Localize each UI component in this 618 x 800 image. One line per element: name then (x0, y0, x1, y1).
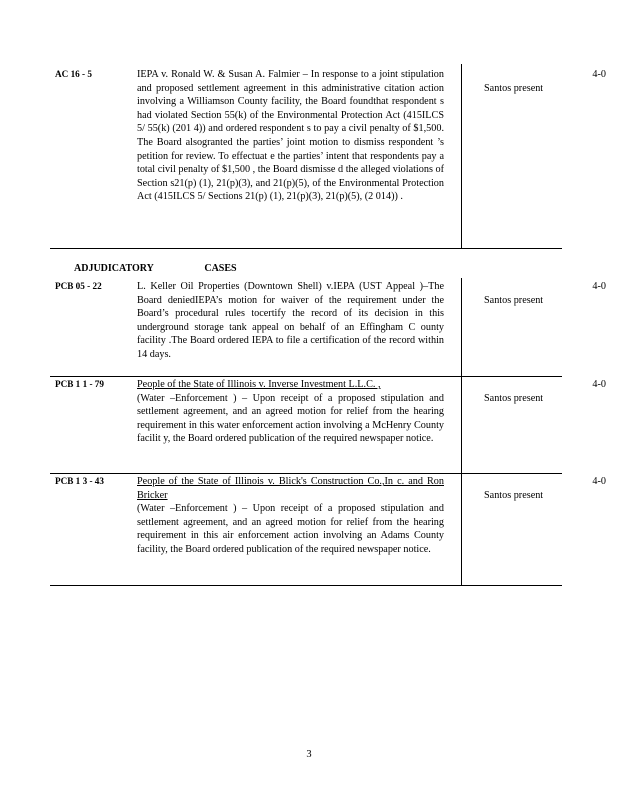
case-description: L. Keller Oil Properties (Downtown Shell) v.IEPA (UST Appeal )–The Board deniedIEPA’s motion for waiver of the requirement under the Board’s procedural rules tocertify the record of its decision in this underground storage tank appeal on behalf of an Effingham C ounty facility .The Board ordered IEPA to file a certification of the record within 14 days. (137, 281, 444, 360)
case-description: IEPA v. Ronald W. & Susan A. Falmier – In response to a joint stipulation and proposed settlement agreement in this administrative citation action involving a Williamson County facility, the Board foundthat respondent s had violated Section 55(k) of the Environmental Protection Act (415ILCS 5/ 55(k) (201 4)) and ordered respondent s to pay a civil penalty of $1,500. The Board alsogranted the parties’ joint motion to dismiss respondent ’s petition for review. To effectuat e the parties’ intent that respondents pay a total civil penalty of $1,500 , the Board dismisse d the alleged violations of Section s21(p) (1), 21(p)(3), and 21(p)(5), of the Environmental Protection Act (415ILCS 5/ Sections 21(p) (1), 21(p)(3), 21(p)(5), (2 014)) . (137, 69, 444, 203)
vote-count: 4-0 (592, 379, 606, 390)
row-divider (50, 585, 562, 586)
case-title: People of the State of Illinois v. Blick's Construction Co.,In c. and Ron Bricker (137, 476, 444, 501)
vote-present: Santos present (484, 294, 544, 306)
case-number: PCB 1 1 - 79 (55, 379, 104, 389)
vote-present: Santos present (484, 489, 544, 501)
case-description: (Water –Enforcement ) – Upon receipt of a proposed stipulation and settlement agreement, and an agreed motion for relief from the hearing requirement in this air enforcement action involving an Adams County facility, the Board ordered publication of the required newspaper notice. (137, 503, 444, 555)
section-heading (74, 262, 237, 276)
case-number: PCB 1 3 - 43 (55, 476, 104, 486)
vote-count: 4-0 (592, 69, 606, 80)
case-title: People of the State of Illinois v. Inverse Investment L.L.C. , (137, 379, 381, 390)
row-divider (50, 473, 562, 474)
row-divider (50, 376, 562, 377)
column-divider-bottom (461, 278, 462, 585)
vote-count: 4-0 (592, 476, 606, 487)
case-description-block (137, 378, 444, 446)
vote-present: Santos present (484, 392, 544, 404)
vote-cell (468, 68, 606, 95)
case-description-block (137, 475, 444, 557)
row-divider (50, 248, 562, 249)
section-heading-word2: CASES (204, 263, 237, 274)
case-number: AC 16 - 5 (55, 69, 93, 79)
vote-count: 4-0 (592, 281, 606, 292)
vote-cell (468, 280, 606, 307)
page-number: 3 (306, 749, 312, 760)
section-heading-word1: ADJUDICATORY (74, 263, 154, 274)
column-divider-top (461, 64, 462, 248)
vote-cell (468, 378, 606, 405)
vote-present: Santos present (484, 82, 544, 94)
vote-cell (468, 475, 606, 502)
case-description: (Water –Enforcement ) – Upon receipt of a proposed stipulation and settlement agreement, and an agreed motion for relief from the hearing requirement in this water enforcement action involving a McHenry County facilit y, the Board ordered publication of the required newspaper notice. (137, 392, 444, 445)
case-number: PCB 05 - 22 (55, 281, 102, 291)
